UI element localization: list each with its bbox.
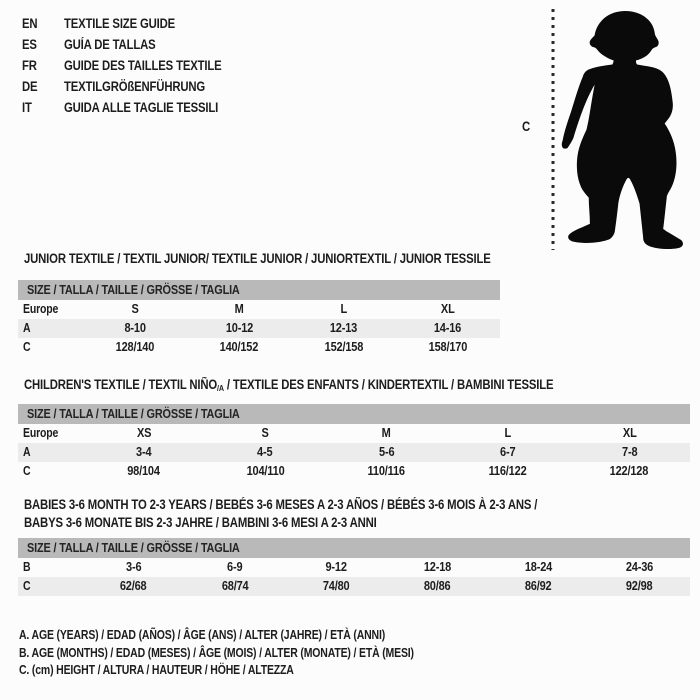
size-cell: 24-36 [625,560,654,574]
table-row-europe [18,300,500,319]
row-label: C [23,579,31,593]
size-cell: XL [622,426,637,440]
size-cell: 9-12 [325,560,347,574]
size-cell: 62/68 [120,579,147,593]
row-label: C [23,340,31,354]
row-label: A [23,321,31,335]
size-cell: 116/122 [488,464,527,478]
babies-title-line2: BABYS 3-6 MONATE BIS 2-3 JAHRE / BAMBINI 3-6 MESI A 2-3 ANNI [24,515,377,530]
size-cell: XL [441,302,455,316]
babies-section-title [24,496,635,532]
table-row-europe [18,424,690,443]
language-row-de [22,76,252,97]
language-code: IT [22,100,32,115]
note-c: C. (cm) HEIGHT / ALTURA / HAUTEUR / HÖHE / ALTEZZA [19,663,294,677]
size-cell: 3-6 [125,560,142,574]
table-row-c [18,462,690,481]
language-label: GUÍA DE TALLAS [64,37,156,52]
language-code: ES [22,37,37,52]
size-cell: L [504,426,512,440]
size-cell: 14-16 [434,321,462,335]
language-list [22,13,252,118]
junior-section-title: JUNIOR TEXTILE / TEXTIL JUNIOR/ TEXTILE JUNIOR / JUNIORTEXTIL / JUNIOR TESSILE [24,251,491,266]
junior-size-table [18,280,500,357]
size-cell: 158/170 [428,340,468,354]
language-row-it [22,97,252,118]
language-row-en [22,13,252,34]
row-label: B [23,560,31,574]
language-code: EN [22,16,38,31]
language-label: GUIDA ALLE TAGLIE TESSILI [64,100,219,115]
size-header-row: SIZE / TALLA / TAILLE / GRÖSSE / TAGLIA [18,404,690,424]
size-cell: 104/110 [246,464,285,478]
row-label: Europe [23,426,59,440]
language-row-fr [22,55,252,76]
size-cell: 3-4 [136,445,152,459]
table-row-c [18,338,500,357]
language-code: FR [22,58,37,73]
language-row-es [22,34,252,55]
size-cell: 152/158 [324,340,363,354]
size-cell: 6-7 [500,445,516,459]
size-cell: 10-12 [225,321,254,335]
size-cell: 18-24 [524,560,552,574]
size-cell: M [382,426,392,440]
toddler-silhouette-icon [558,8,688,250]
row-label: A [23,445,31,459]
language-code: DE [22,79,38,94]
size-cell: 6-9 [227,560,243,574]
size-cell: 8-10 [124,321,146,335]
size-cell: 12-18 [423,560,451,574]
table-row-a [18,443,690,462]
children-size-table [18,404,690,481]
table-row-c [18,577,690,596]
size-cell: 7-8 [621,445,638,459]
size-cell: XS [136,426,151,440]
size-cell: 4-5 [257,445,273,459]
babies-title-line1: BABIES 3-6 MONTH TO 2-3 YEARS / BEBÉS 3-6 MESES A 2-3 AÑOS / BÉBÉS 3-6 MOIS À 2-3 ANS / [24,497,538,512]
size-cell: L [340,302,347,316]
children-section-title: CHILDREN'S TEXTILE / TEXTIL $NIÑO_{/A}$ / TEXTILE DES ENFANTS / KINDERTEXTIL / BAMBINI TESSILE [24,377,554,393]
note-a: A. AGE (YEARS) / EDAD (AÑOS) / ÂGE (ANS) / ALTER (JAHRE) / ETÀ (ANNI) [19,628,386,642]
subscript-a: /A [217,383,224,393]
size-cell: 74/80 [322,579,350,593]
size-cell: 92/98 [626,579,653,593]
size-cell: S [131,302,139,316]
size-cell: 122/128 [610,464,649,478]
height-measure-dotted-line [550,8,556,250]
row-label: C [23,464,31,478]
size-header-row: SIZE / TALLA / TAILLE / GRÖSSE / TAGLIA [18,280,500,300]
size-cell: M [234,302,244,316]
size-cell: 80/86 [423,579,451,593]
size-cell: 128/140 [115,340,155,354]
table-row-a [18,319,500,338]
measure-label-c: C [522,119,531,134]
size-cell: 98/104 [127,464,160,478]
size-header-row: SIZE / TALLA / TAILLE / GRÖSSE / TAGLIA [18,538,690,558]
footnotes [19,627,489,680]
row-label: Europe [23,302,59,316]
language-label: GUIDE DES TAILLES TEXTILE [64,58,222,73]
language-label: TEXTILE SIZE GUIDE [64,16,176,31]
note-b: B. AGE (MONTHS) / EDAD (MESES) / ÂGE (MOIS) / ALTER (MONATE) / ETÀ (MESI) [19,645,414,660]
babies-size-table [18,538,690,596]
size-cell: 86/92 [524,579,552,593]
size-cell: 5-6 [378,445,395,459]
size-cell: 140/152 [220,340,259,354]
size-cell: S [261,426,269,440]
size-cell: 110/116 [367,464,406,478]
size-cell: 12-13 [329,321,358,335]
language-label: TEXTILGRÖßENFÜHRUNG [64,79,206,94]
table-row-b [18,558,690,577]
size-cell: 68/74 [221,579,249,593]
